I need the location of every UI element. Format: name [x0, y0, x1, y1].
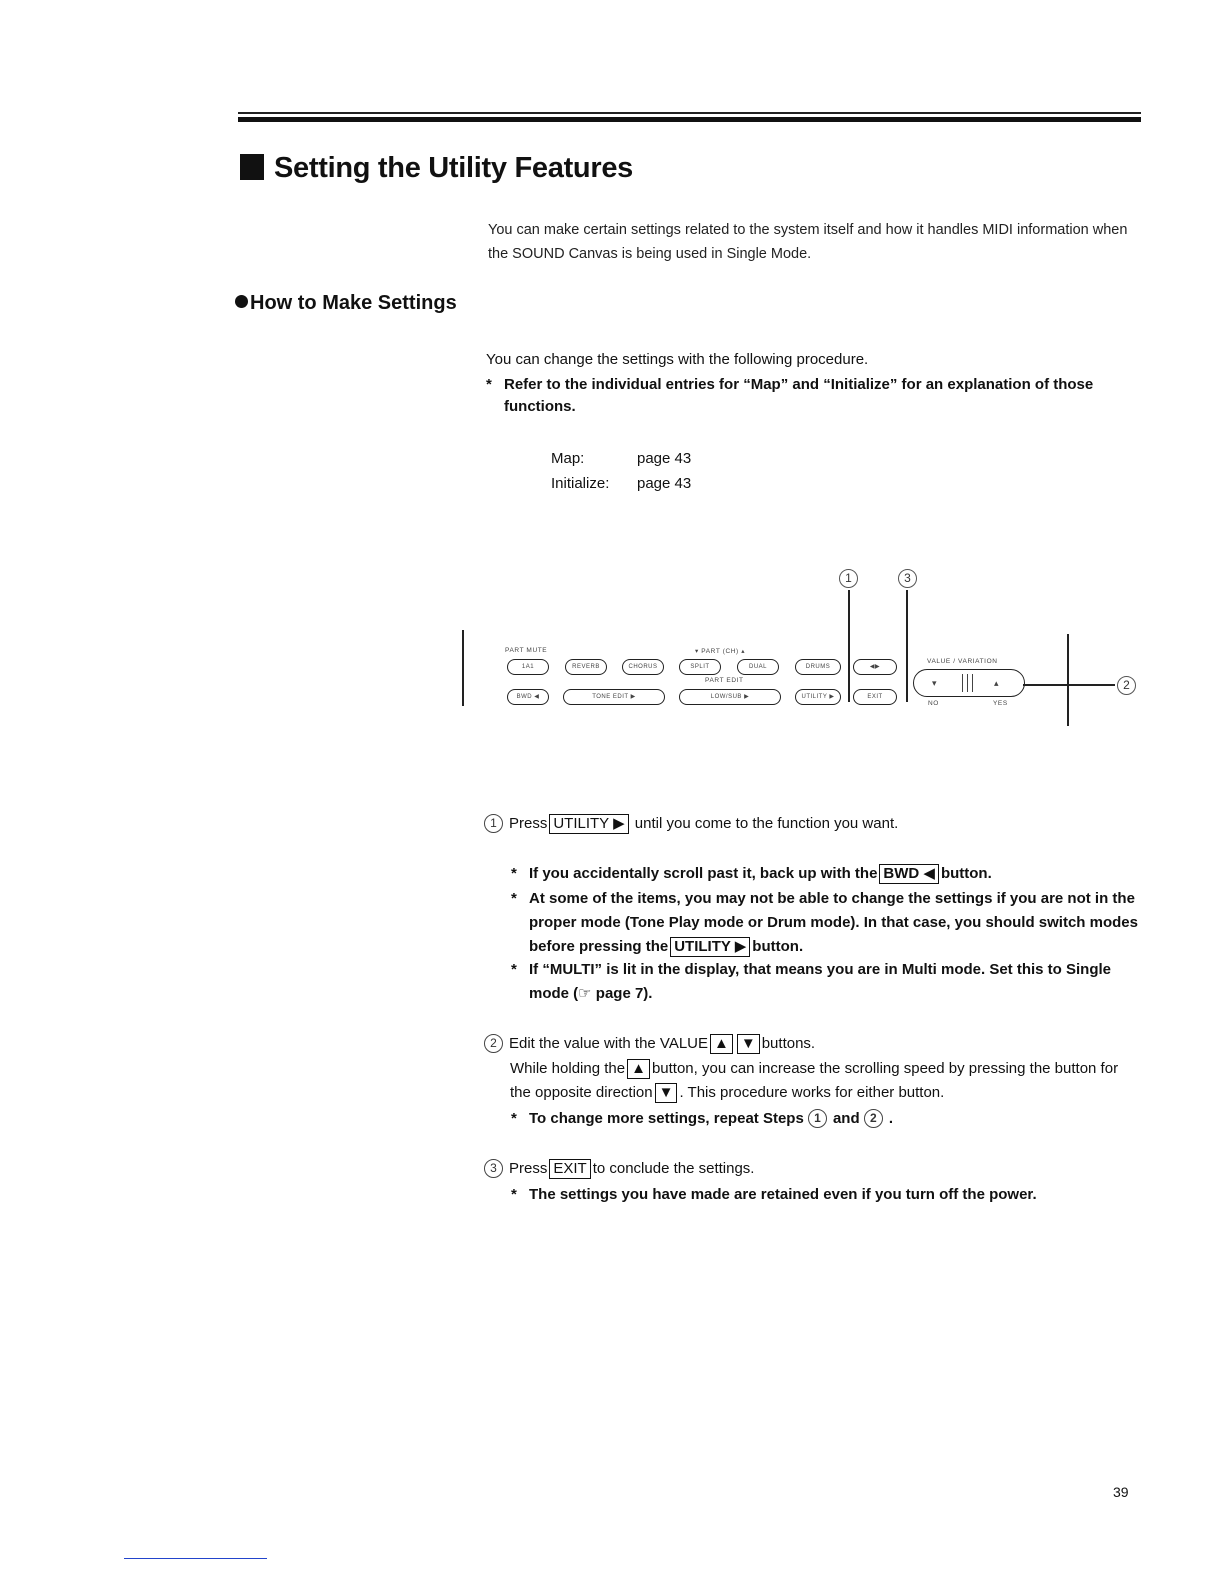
step-2: 2 Edit the value with the VALUE ▲ ▼ buttons.: [484, 1032, 815, 1056]
callout-1: 1: [839, 569, 858, 588]
bottom-rule: [124, 1558, 267, 1559]
value-down-key: ▼: [655, 1083, 678, 1103]
bwd-key: BWD ◀: [879, 864, 939, 884]
reference-row: Initialize: page 43: [551, 475, 692, 492]
step-number: 1: [484, 814, 503, 833]
intro-paragraph: You can make certain settings related to the system itself and how it handles MIDI information when the SOUND Canvas is being used in Single Mode.: [488, 222, 1128, 262]
utility-key: UTILITY ▶: [670, 937, 750, 957]
yes-label: YES: [993, 700, 1008, 707]
reference-table: [551, 446, 691, 496]
callout-3: 3: [898, 569, 917, 588]
callout-2-leader: [1023, 684, 1115, 686]
section-title: Setting the Utility Features: [240, 152, 633, 185]
value-up-icon[interactable]: ▴: [994, 678, 1000, 688]
bullet-retained: * The settings you have made are retained even if you turn off the power.: [511, 1186, 1037, 1203]
front-panel-diagram: [455, 560, 1155, 770]
step-number: 3: [484, 1159, 503, 1178]
value-up-key: ▲: [710, 1034, 733, 1054]
header-rule-thick: [238, 117, 1141, 122]
dual-button[interactable]: DUAL: [737, 659, 779, 675]
bullet-multi-note: * If “MULTI” is lit in the display, that means you are in Multi mode. Set this to Single mode (☞ page 7).: [511, 961, 1112, 1002]
part-mute-label: PART MUTE: [505, 647, 548, 654]
step-3: 3 Press EXIT to conclude the settings.: [484, 1157, 754, 1181]
bullet-mode-note: * At some of the items, you may not be able to change the settings if you are not in the proper mode (Tone Play mode or Drum mode). In that case, you should switch modes before pressing the UTILITY ▶ button.: [511, 890, 1138, 955]
bullet-repeat-steps: * To change more settings, repeat Steps 1 and 2 .: [511, 1110, 893, 1127]
value-variation-label: VALUE / VARIATION: [927, 658, 998, 665]
reverb-button[interactable]: REVERB: [565, 659, 607, 675]
square-bullet-icon: [240, 154, 264, 180]
tone-edit-button[interactable]: TONE EDIT ▶: [563, 689, 665, 705]
part-ch-label: ▾ PART (CH) ▴: [695, 648, 746, 655]
value-down-icon[interactable]: ▾: [932, 678, 938, 688]
bullet-scroll-back: * If you accidentally scroll past it, back up with the BWD ◀ button.: [511, 865, 992, 882]
procedure-intro: You can change the settings with the following procedure.: [486, 351, 869, 368]
subsection-title: How to Make Settings: [235, 292, 457, 315]
header-rule-thin: [238, 112, 1141, 114]
part-edit-label: PART EDIT: [705, 677, 744, 684]
value-rocker[interactable]: [913, 669, 1025, 697]
split-button[interactable]: SPLIT: [679, 659, 721, 675]
panel-left-edge: [462, 630, 464, 706]
asterisk: *: [486, 376, 492, 393]
callout-3-leader: [906, 590, 908, 702]
no-label: NO: [928, 700, 939, 707]
drums-button[interactable]: DRUMS: [795, 659, 841, 675]
swap-button[interactable]: ◀▶: [853, 659, 897, 675]
utility-key: UTILITY ▶: [549, 814, 628, 834]
value-down-key: ▼: [737, 1034, 760, 1054]
low-sub-button[interactable]: LOW/SUB ▶: [679, 689, 781, 705]
refer-note: * Refer to the individual entries for “Map” and “Initialize” for an explanation of those functions.: [486, 376, 1094, 415]
utility-button[interactable]: UTILITY ▶: [795, 689, 841, 705]
chorus-button[interactable]: CHORUS: [622, 659, 664, 675]
step-1: 1 Press UTILITY ▶ until you come to the function you want.: [484, 812, 898, 836]
page-number: 39: [1113, 1484, 1129, 1500]
exit-key: EXIT: [549, 1159, 590, 1179]
reference-row: Map: page 43: [551, 450, 692, 467]
step-ref-1: 1: [808, 1109, 827, 1128]
round-bullet-icon: [235, 295, 248, 308]
step-ref-2: 2: [864, 1109, 883, 1128]
panel-right-edge: [1067, 634, 1069, 726]
exit-button[interactable]: EXIT: [853, 689, 897, 705]
step-number: 2: [484, 1034, 503, 1053]
callout-1-leader: [848, 590, 850, 702]
callout-2: 2: [1117, 676, 1136, 695]
value-up-key: ▲: [627, 1059, 650, 1079]
bwd-button[interactable]: BWD ◀: [507, 689, 549, 705]
part-1a1-button[interactable]: 1A1: [507, 659, 549, 675]
step-2-detail: While holding the ▲ button, you can increase the scrolling speed by pressing the button for the opposite direction ▼ . This procedure works for either button.: [510, 1060, 1119, 1101]
